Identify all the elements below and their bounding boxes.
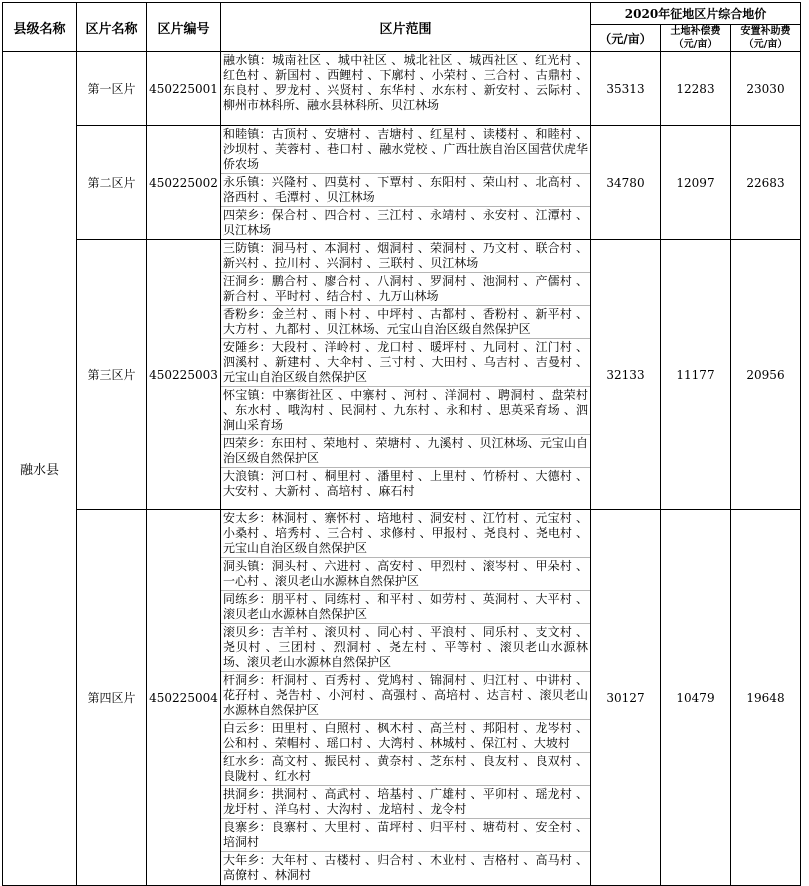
header-land-comp-unit: （元/亩） (673, 39, 718, 50)
land-comp-value: 11177 (661, 240, 731, 510)
header-price-group: 2020年征地区片综合地价 (591, 3, 801, 25)
town-entry: 洞头镇：洞头村 、六进村 、高安村 、甲烈村 、滚岑村 、甲朵村 、一心村 、滚贝老山水源林自然保护区 (221, 558, 590, 591)
header-resettle-label: 安置补助费 (740, 26, 791, 37)
district-code: 450225004 (147, 510, 221, 886)
district-name: 第二区片 (77, 126, 147, 240)
town-entry: 四荣乡：保合村 、四合村 、三江村 、永靖村 、永安村 、江潭村 、贝江林场 (223, 208, 588, 237)
district-code: 450225001 (147, 52, 221, 126)
district-range (221, 510, 591, 886)
header-resettle-unit: （元/亩） (743, 39, 788, 50)
town-entry: 三防镇：洞马村 、本洞村 、烟洞村 、荣洞村 、乃文村 、联合村 、新兴村 、拉川村 、兴洞村 、三联村 、贝江林场 (221, 240, 590, 273)
town-entry: 大浪镇：河口村 、桐里村 、潘里村 、上里村 、竹桥村 、大德村 、大安村 、大新村 、高培村 、麻石村 (223, 469, 588, 498)
header-land-comp-label: 土地补偿费 (670, 26, 721, 37)
town-entry: 杆洞乡：杆洞村 、百秀村 、党鸠村 、锦洞村 、归江村 、中讲村 、花孖村 、尧告村 、小河村 、高强村 、高培村 、达言村 、滚贝老山水源林自然保护区 (221, 672, 590, 720)
resettle-value: 19648 (731, 510, 801, 886)
town-entry: 永乐镇：兴隆村 、四莫村 、下覃村 、东阳村 、荣山村 、北高村 、洛西村 、毛潭村 、贝江林场 (221, 174, 590, 207)
header-district-code: 区片编号 (147, 3, 221, 52)
land-comp-value: 12097 (661, 126, 731, 240)
town-entry: 滚贝乡：吉羊村 、滚贝村 、同心村 、平浪村 、同乐村 、支文村 、尧贝村 、三团村 、烈洞村 、尧左村 、平等村 、滚贝老山水源林场、滚贝老山水源林自然保护区 (221, 624, 590, 672)
header-county: 县级名称 (3, 3, 77, 52)
header-land-comp (661, 25, 731, 52)
header-range: 区片范围 (221, 3, 591, 52)
district-range (221, 52, 591, 126)
district-code: 450225003 (147, 240, 221, 510)
town-entry: 安太乡：林洞村 、寨怀村 、培地村 、洞安村 、江竹村 、元宝村 、小桑村 、培秀村 、三合村 、求修村 、甲报村 、尧良村 、尧电村 、元宝山自治区级自然保护区 (221, 510, 590, 558)
town-entry: 大年乡：大年村 、古楼村 、归合村 、木业村 、吉格村 、高马村 、高僚村 、林洞村 (223, 853, 588, 882)
header-district-name: 区片名称 (77, 3, 147, 52)
land-price-table (2, 2, 801, 886)
town-entry: 安陲乡：大段村 、洋岭村 、龙口村 、暖坪村 、九同村 、江门村 、泗溪村 、新建村 、大伞村 、三寸村 、大田村 、乌吉村 、吉曼村 、元宝山自治区级自然保护区 (221, 339, 590, 387)
land-comp-value: 12283 (661, 52, 731, 126)
land-comp-value: 10479 (661, 510, 731, 886)
town-entry: 融水镇：城南社区 、城中社区 、城北社区 、城西社区 、红光村 、红色村 、新国村 、西鲤村 、下廓村 、小荣村 、三合村 、古鼎村 、东良村 、罗龙村 、兴贤村 、东华村 、水东村 、新安村 、云际村 、柳州市林科所、融水县林科所、贝江林场 (223, 53, 588, 112)
town-entry: 良寨乡：良寨村 、大里村 、苗坪村 、归平村 、塘苟村 、安全村 、培洞村 (221, 819, 590, 852)
header-resettle (731, 25, 801, 52)
town-entry: 四荣乡：东田村 、荣地村 、荣塘村 、九溪村 、贝江林场、元宝山自治区级自然保护区 (221, 435, 590, 468)
district-name: 第三区片 (77, 240, 147, 510)
price-value: 30127 (591, 510, 661, 886)
resettle-value: 20956 (731, 240, 801, 510)
town-entry: 和睦镇：古顶村 、安塘村 、吉塘村 、红星村 、读楼村 、和睦村 、沙坝村 、芙蓉村 、巷口村 、融水党校 、广西壮族自治区国营伏虎华侨农场 (221, 126, 590, 174)
town-entry: 同练乡：朋平村 、同练村 、和平村 、如劳村 、英洞村 、大平村 、滚贝老山水源林自然保护区 (221, 591, 590, 624)
table-row (3, 240, 801, 510)
table-row (3, 52, 801, 126)
district-name: 第一区片 (77, 52, 147, 126)
price-value: 34780 (591, 126, 661, 240)
district-range (221, 126, 591, 240)
district-name: 第四区片 (77, 510, 147, 886)
district-code: 450225002 (147, 126, 221, 240)
town-entry: 汪洞乡：鹏合村 、廖合村 、八洞村 、罗洞村 、池洞村 、产儒村 、新合村 、平时村 、结合村 、九万山林场 (221, 273, 590, 306)
district-range (221, 240, 591, 510)
town-entry: 怀宝镇：中寨街社区 、中寨村 、河村 、洋洞村 、聘洞村 、盘荣村 、东水村 、哦沟村 、民洞村 、九东村 、永和村 、思英采育场 、泗涧山采育场 (221, 387, 590, 435)
resettle-value: 23030 (731, 52, 801, 126)
header-price-unit: （元/亩） (591, 25, 661, 52)
town-entry: 白云乡：田里村 、白照村 、枫木村 、高兰村 、邦阳村 、龙岑村 、公和村 、荣帽村 、瑶口村 、大湾村 、林城村 、保江村 、大坡村 (221, 720, 590, 753)
table-row (3, 510, 801, 886)
table-row (3, 126, 801, 240)
resettle-value: 22683 (731, 126, 801, 240)
price-value: 32133 (591, 240, 661, 510)
town-entry: 红水乡：高文村 、振民村 、黄奈村 、芝东村 、良友村 、良双村 、良陇村 、红水村 (221, 753, 590, 786)
county-name: 融水县 (3, 52, 77, 886)
price-value: 35313 (591, 52, 661, 126)
town-entry: 拱洞乡：拱洞村 、高武村 、培基村 、广雄村 、平卯村 、瑶龙村 、龙圩村 、洋乌村 、大沟村 、龙培村 、龙令村 (221, 786, 590, 819)
town-entry: 香粉乡：金兰村 、雨卜村 、中坪村 、古都村 、香粉村 、新平村 、大方村 、九都村 、贝江林场、元宝山自治区级自然保护区 (221, 306, 590, 339)
